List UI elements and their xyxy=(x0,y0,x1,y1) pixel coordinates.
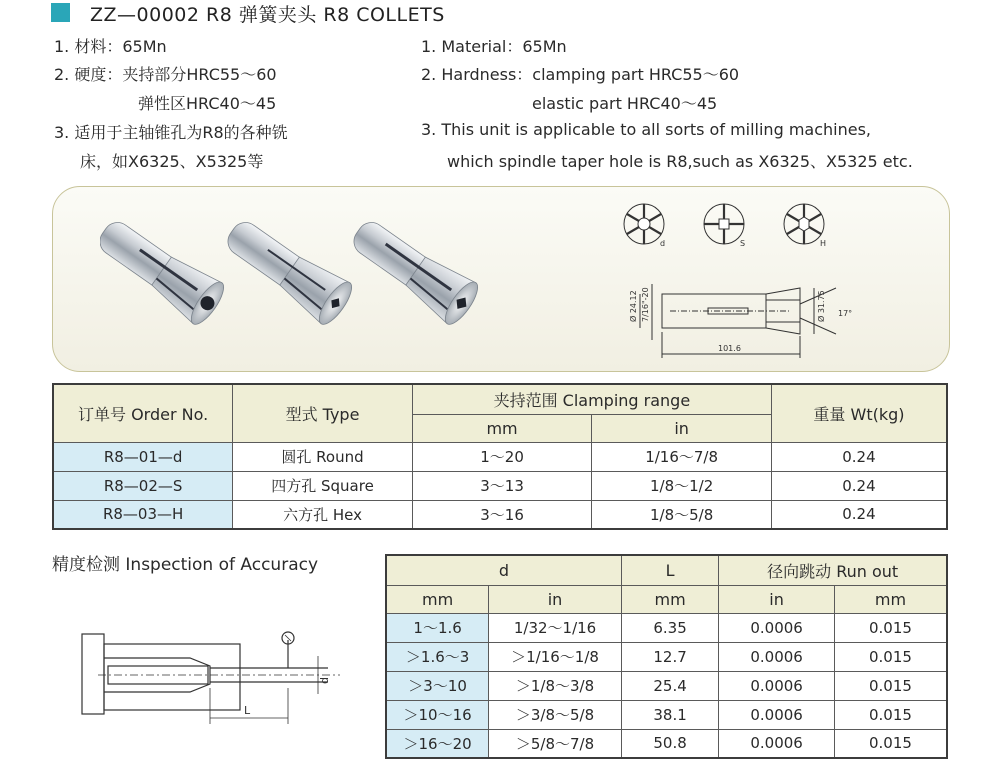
collet-hex-photo xyxy=(344,210,483,328)
table-row xyxy=(386,671,947,700)
collet-round-photo xyxy=(100,210,229,328)
d-mm-cell: ＞10～16 xyxy=(386,700,489,729)
weight-cell: 0.24 xyxy=(771,442,947,471)
runout-mm-cell: 0.015 xyxy=(834,613,947,642)
spec-cn-2: 2. 硬度：夹持部分HRC55～60 xyxy=(54,65,277,84)
spec-en-2: 2. Hardness：clamping part HRC55～60 xyxy=(421,65,740,84)
l-cell: 38.1 xyxy=(621,700,718,729)
spec-en-2b: elastic part HRC40～45 xyxy=(532,94,718,113)
collet-technical-drawing xyxy=(600,196,870,361)
header-runout-in: in xyxy=(719,585,835,613)
inspection-diagram xyxy=(78,630,348,735)
table-row xyxy=(53,442,947,471)
range-mm-cell: 3～16 xyxy=(412,500,592,529)
runout-in-cell: 0.0006 xyxy=(719,671,835,700)
header-d: d xyxy=(386,555,621,585)
header-weight: 重量 Wt(kg) xyxy=(771,384,947,442)
range-in-cell: 1/8～1/2 xyxy=(592,471,772,500)
header-l: L xyxy=(621,555,718,585)
collet-square-photo xyxy=(218,210,357,328)
table-row xyxy=(53,500,947,529)
d-mm-cell: ＞16～20 xyxy=(386,729,489,758)
header-range-in: in xyxy=(592,414,772,442)
runout-mm-cell: 0.015 xyxy=(834,671,947,700)
runout-mm-cell: 0.015 xyxy=(834,729,947,758)
range-in-cell: 1/16～7/8 xyxy=(592,442,772,471)
runout-in-cell: 0.0006 xyxy=(719,729,835,758)
dim-d2: 7/16"-20 xyxy=(641,287,650,322)
spec-en-1: 1. Material：65Mn xyxy=(421,37,567,56)
dim-label-h: H xyxy=(820,239,827,248)
dim-d1: Ø 24.12 xyxy=(629,290,638,322)
inspection-title: 精度检测 Inspection of Accuracy xyxy=(52,555,319,575)
range-in-cell: 1/8～5/8 xyxy=(592,500,772,529)
spec-cn-3: 3. 适用于主轴锥孔为R8的各种铣 xyxy=(54,123,288,142)
header-runout-mm: mm xyxy=(834,585,947,613)
spec-en-3: 3. This unit is applicable to all sorts of milling machines, xyxy=(421,120,871,139)
order-number: R8—01—d xyxy=(53,442,233,471)
type-cell: 四方孔 Square xyxy=(233,471,413,500)
d-mm-cell: ＞3～10 xyxy=(386,671,489,700)
table-row xyxy=(386,642,947,671)
dim-label-d: d xyxy=(660,239,666,248)
spec-en-3b: which spindle taper hole is R8,such as X6325、X5325 etc. xyxy=(447,152,913,171)
l-cell: 12.7 xyxy=(621,642,718,671)
diagram-label-d: d xyxy=(318,677,331,684)
dim-label-s: S xyxy=(740,239,746,248)
order-table xyxy=(52,383,948,530)
d-in-cell: ＞5/8～7/8 xyxy=(489,729,622,758)
accuracy-table xyxy=(385,554,948,759)
d-in-cell: ＞1/8～3/8 xyxy=(489,671,622,700)
dim-angle: 17° xyxy=(838,309,853,318)
order-number: R8—02—S xyxy=(53,471,233,500)
order-number: R8—03—H xyxy=(53,500,233,529)
runout-mm-cell: 0.015 xyxy=(834,700,947,729)
table-row xyxy=(386,700,947,729)
title-marker xyxy=(51,3,70,22)
weight-cell: 0.24 xyxy=(771,471,947,500)
runout-in-cell: 0.0006 xyxy=(719,613,835,642)
type-cell: 六方孔 Hex xyxy=(233,500,413,529)
runout-in-cell: 0.0006 xyxy=(719,642,835,671)
type-cell: 圆孔 Round xyxy=(233,442,413,471)
l-cell: 50.8 xyxy=(621,729,718,758)
page-title: ZZ—00002 R8 弹簧夹头 R8 COLLETS xyxy=(90,4,445,26)
table-row xyxy=(386,613,947,642)
header-d-in: in xyxy=(489,585,622,613)
dim-length: 101.6 xyxy=(718,344,741,353)
table-row xyxy=(53,471,947,500)
table-row xyxy=(386,729,947,758)
weight-cell: 0.24 xyxy=(771,500,947,529)
spec-cn-2b: 弹性区HRC40～45 xyxy=(138,94,277,113)
runout-mm-cell: 0.015 xyxy=(834,642,947,671)
spec-cn-1: 1. 材料：65Mn xyxy=(54,37,167,56)
dim-d3: Ø 31.75 xyxy=(817,290,826,322)
d-in-cell: 1/32～1/16 xyxy=(489,613,622,642)
header-d-mm: mm xyxy=(386,585,489,613)
collet-photos xyxy=(100,205,495,355)
spec-cn-3b: 床，如X6325、X5325等 xyxy=(80,152,264,171)
header-l-mm: mm xyxy=(621,585,718,613)
d-in-cell: ＞3/8～5/8 xyxy=(489,700,622,729)
header-type: 型式 Type xyxy=(233,384,413,442)
header-runout: 径向跳动 Run out xyxy=(719,555,947,585)
header-clamping-range: 夹持范围 Clamping range xyxy=(412,384,771,414)
runout-in-cell: 0.0006 xyxy=(719,700,835,729)
d-in-cell: ＞1/16～1/8 xyxy=(489,642,622,671)
l-cell: 6.35 xyxy=(621,613,718,642)
header-range-mm: mm xyxy=(412,414,592,442)
range-mm-cell: 3～13 xyxy=(412,471,592,500)
d-mm-cell: ＞1.6～3 xyxy=(386,642,489,671)
header-order-no: 订单号 Order No. xyxy=(53,384,233,442)
d-mm-cell: 1～1.6 xyxy=(386,613,489,642)
l-cell: 25.4 xyxy=(621,671,718,700)
range-mm-cell: 1～20 xyxy=(412,442,592,471)
diagram-label-l: L xyxy=(244,704,251,717)
